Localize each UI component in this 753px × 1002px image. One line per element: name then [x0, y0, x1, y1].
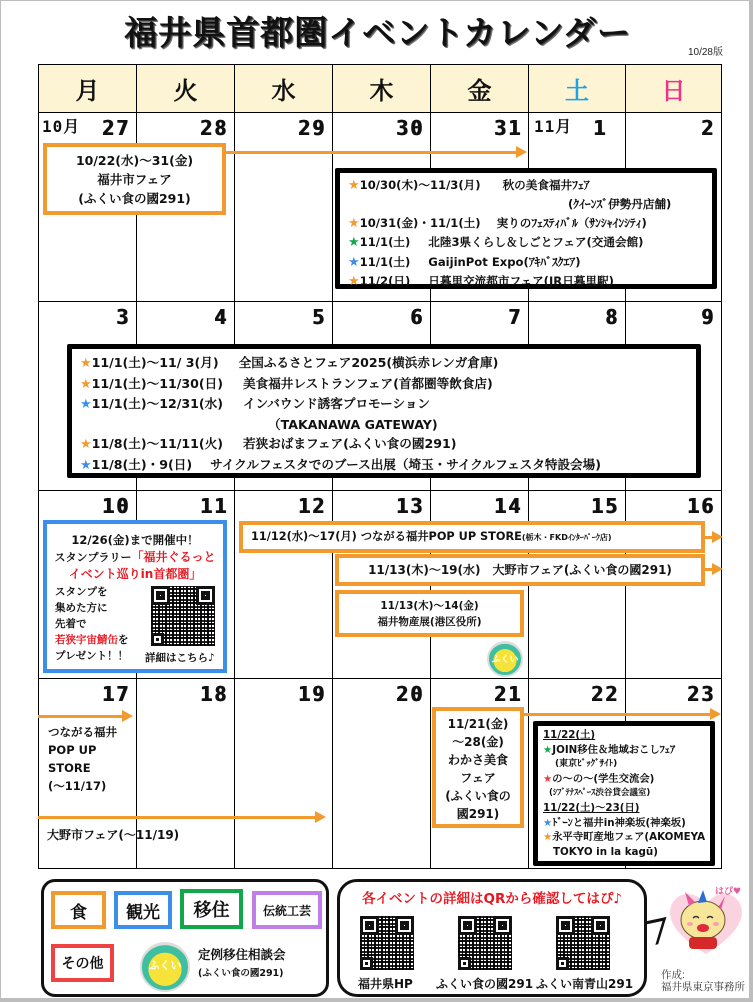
event-title: STORE	[48, 761, 91, 775]
event-item[interactable]	[348, 233, 712, 252]
event-item[interactable]	[348, 272, 712, 291]
event-venue: (東京ﾋﾞｯｸﾞｻｲﾄ)	[555, 759, 618, 770]
event-date: 11/21(金)	[447, 717, 509, 731]
day-number: 18	[199, 682, 228, 706]
day-cell[interactable]	[333, 679, 431, 868]
event-title: 福井物産展(港区役所)	[377, 616, 482, 628]
day-number: 11	[199, 494, 228, 518]
mascot-happi-icon	[663, 884, 749, 956]
weekday-label: 土	[565, 77, 589, 105]
event-date: 11/8(土)～11/11(火)	[91, 436, 223, 452]
day-number: 15	[590, 494, 619, 518]
event-venue: (ふくい食の	[445, 789, 511, 803]
event-item[interactable]	[80, 455, 696, 476]
star-orange-icon: ★	[80, 437, 92, 453]
event-bussanten[interactable]	[335, 590, 524, 637]
qr-code-fukui-hp[interactable]	[360, 916, 414, 970]
fukui-food-badge-icon	[487, 641, 523, 677]
weekday-label: 火	[173, 77, 198, 105]
page-title: 福井県首都圏イベントカレンダー	[124, 13, 631, 52]
weekday-label: 日	[661, 77, 686, 105]
event-popup-store-cont[interactable]	[48, 723, 117, 795]
event-date: 10/30(木)～11/3(月)	[359, 178, 481, 192]
consult-venue: (ふくい食の國291)	[198, 968, 284, 979]
stamp-rally-name: 「福井ぐるっと	[131, 550, 216, 564]
event-title: わかさ美食	[447, 753, 508, 767]
day-number: 2	[700, 116, 715, 140]
event-date: 11/1(土)～12/31(水)	[91, 396, 223, 412]
event-item[interactable]	[80, 374, 696, 395]
event-date-heading: 11/22(土)～23(日)	[543, 801, 640, 814]
event-venue: (ｸｲｰﾝｽﾞ伊勢丹店舗)	[568, 197, 672, 212]
day-number: 4	[213, 305, 228, 329]
qr-caption: 詳細はこちら♪	[145, 652, 215, 664]
month-label: 11月	[534, 117, 573, 136]
legend-label: 移住	[193, 900, 230, 921]
legend-label: 伝統工芸	[262, 903, 311, 918]
star-orange-icon: ★	[348, 178, 360, 193]
weekday-mon	[39, 65, 137, 113]
badge-text: ふくい	[148, 958, 182, 972]
day-number: 10	[101, 494, 130, 518]
stamp-rally-name-cont: イベント巡りin首都圏」	[68, 567, 202, 581]
qr-code-fukui-shoku[interactable]	[458, 916, 512, 970]
weekday-label: 月	[75, 77, 100, 105]
star-green-icon: ★	[543, 743, 553, 756]
event-title: 全国ふるさとフェア2025(横浜赤レンガ倉庫)	[238, 355, 499, 370]
event-popup-store[interactable]	[239, 521, 705, 553]
event-item[interactable]	[80, 434, 696, 455]
body-line: 先着で	[55, 618, 87, 630]
body-line: スタンプを	[55, 586, 108, 598]
day-number: 8	[604, 305, 619, 329]
event-item[interactable]	[348, 176, 712, 195]
event-list-week2[interactable]	[67, 344, 701, 478]
star-green-icon: ★	[348, 235, 360, 251]
day-number: 16	[686, 494, 715, 518]
event-date: 11/2(日)	[359, 274, 411, 289]
credit-org: 福井県東京事務所	[661, 981, 745, 993]
day-number: 21	[493, 682, 522, 706]
event-item-sub	[80, 415, 696, 435]
day-number: 17	[101, 682, 130, 706]
day-number: 20	[395, 682, 424, 706]
day-number: 29	[297, 116, 326, 140]
event-title: つながる福井	[48, 725, 117, 739]
day-number: 19	[297, 682, 326, 706]
mascot-speech: はぴ♥	[715, 887, 742, 897]
star-blue-icon: ★	[348, 254, 360, 270]
qr-label: 福井県HP	[358, 977, 413, 991]
event-date: 11/1(土)～11/ 3(月)	[91, 355, 219, 370]
star-blue-icon: ★	[80, 397, 92, 413]
day-number: 6	[409, 305, 424, 329]
day-number: 30	[395, 116, 424, 140]
legend-label: 食	[70, 902, 87, 923]
event-venue: (ｼﾌﾞﾃﾅｽﾍﾟｰｽ渋谷貸会議室)	[549, 788, 651, 799]
body-line: を	[118, 634, 129, 646]
event-stamp-rally[interactable]	[43, 520, 227, 673]
event-date: 11/13(木)～14(金)	[380, 600, 479, 612]
event-title: 実りのﾌｪｽﾃｨﾊﾞﾙ（ｻﾝｼｬｲﾝｼﾃｨ)	[496, 215, 647, 230]
star-orange-icon: ★	[543, 831, 553, 844]
qr-label: ふくい南青山291	[536, 977, 634, 991]
day-number: 3	[115, 305, 130, 329]
qr-code-minami-aoyama[interactable]	[556, 916, 610, 970]
legend-food	[51, 891, 106, 929]
event-item[interactable]	[543, 816, 710, 831]
event-title: サイクルフェスタでのブース出展（埼玉・サイクルフェスタ特設会場)	[210, 456, 601, 472]
prize-name: 若狭宇宙鯖缶	[55, 634, 118, 646]
event-date: 12/26(金)まで開催中！	[71, 533, 199, 547]
event-title: フェア	[460, 771, 496, 785]
legend-tourism	[114, 891, 172, 929]
event-title: 北陸3県くらし＆しごとフェア(交通会館)	[428, 235, 644, 250]
event-span-arrow	[38, 816, 316, 819]
weekday-sat	[529, 65, 626, 113]
day-cell[interactable]	[235, 679, 333, 868]
legend-label: その他	[61, 956, 104, 972]
event-date: 11/8(土)・9(日)	[91, 456, 193, 472]
event-title: JOIN移住＆地域おこしﾌｪｱ	[552, 743, 676, 756]
day-number: 13	[395, 494, 424, 518]
day-number: 23	[686, 682, 715, 706]
category-legend	[41, 879, 329, 997]
day-number: 12	[297, 494, 326, 518]
event-span-arrow	[38, 715, 123, 718]
weekday-thu	[333, 65, 431, 113]
event-title: 日暮里交流都市フェア(JR日暮里駅)	[428, 274, 614, 289]
weekday-label: 水	[271, 77, 296, 105]
event-date: ～28(金)	[452, 735, 504, 749]
day-number: 28	[199, 116, 228, 140]
stamp-rally-qr-code[interactable]	[151, 586, 215, 646]
star-blue-icon: ★	[543, 816, 553, 829]
event-item[interactable]	[80, 353, 696, 374]
day-number: 22	[590, 682, 619, 706]
qr-speech-bubble	[337, 879, 647, 997]
event-item[interactable]	[80, 394, 696, 415]
weekday-wed	[235, 65, 333, 113]
weekday-tue	[137, 65, 235, 113]
event-item-sub	[348, 195, 712, 213]
day-number: 27	[101, 116, 130, 140]
qr-label: ふくい食の國291	[436, 977, 534, 991]
event-item[interactable]	[348, 214, 712, 233]
event-title: 福井市フェア	[97, 172, 172, 187]
badge-text: ふくい	[491, 654, 519, 665]
event-item[interactable]	[543, 743, 710, 758]
event-item[interactable]	[543, 772, 710, 787]
credit-label: 作成:	[661, 969, 685, 981]
weekday-label: 木	[369, 77, 394, 105]
consult-title: 定例移住相談会	[198, 947, 286, 962]
legend-other	[51, 944, 114, 982]
event-title: 美食福井レストランフェア(首都圏等飲食店)	[243, 375, 493, 391]
event-venue: 國291)	[456, 807, 500, 821]
event-span-arrow	[223, 151, 517, 154]
event-title: の～の～(学生交流会)	[552, 772, 655, 785]
event-list-week1[interactable]	[335, 168, 717, 289]
event-item[interactable]	[543, 830, 710, 845]
day-number: 1	[592, 116, 607, 140]
legend-crafts	[252, 891, 322, 929]
stamp-rally-title	[47, 549, 223, 566]
day-number: 31	[493, 116, 522, 140]
event-item[interactable]	[348, 253, 712, 272]
event-title: 若狭おばまフェア(ふくい食の國291)	[243, 436, 457, 452]
event-venue: TOKYO in la kagū)	[553, 845, 658, 858]
star-blue-icon: ★	[80, 457, 92, 473]
edition-label: 10/28版	[687, 47, 723, 58]
body-line: 集めた方に	[55, 602, 108, 614]
event-title: 永平寺町産地フェア(AKOMEYA	[552, 831, 706, 844]
day-number: 14	[493, 494, 522, 518]
legend-label: 観光	[126, 902, 160, 923]
event-date: (～11/17)	[48, 779, 107, 793]
event-venue: (ふくい食の國291)	[78, 191, 191, 206]
event-venue: （TAKANAWA GATEWAY)	[268, 416, 438, 432]
event-list-week4[interactable]	[533, 721, 715, 866]
event-date: 11/1(土)	[359, 254, 411, 269]
event-title: ﾄﾞｰﾝと福井in神楽坂(神楽坂)	[552, 816, 686, 829]
legend-relocation	[180, 889, 243, 929]
event-fukui-city-fair[interactable]	[43, 143, 226, 215]
weekday-label: 金	[467, 77, 492, 105]
month-label: 10月	[42, 117, 81, 136]
day-number: 5	[311, 305, 326, 329]
event-title: GaijinPot Expo(ｱｷﾊﾞｽｸｴｱ)	[428, 254, 581, 269]
event-ono-fair[interactable]	[335, 554, 705, 586]
event-date-heading: 11/22(土)	[543, 729, 596, 741]
event-wakasa-fair[interactable]	[432, 707, 524, 828]
fukui-food-badge-icon	[140, 942, 190, 992]
star-red-icon: ★	[543, 772, 553, 785]
day-number: 7	[507, 305, 522, 329]
event-title: 秋の美食福井ﾌｪｱ	[502, 178, 590, 192]
qr-section-title: 各イベントの詳細はQRから確認してはぴ♪	[362, 891, 622, 907]
event-title: 11/12(水)～17(月) つながる福井POP UP STORE	[251, 530, 522, 543]
event-title: インバウンド誘客プロモーション	[243, 396, 431, 412]
star-orange-icon: ★	[348, 274, 360, 290]
stamp-rally-body	[55, 584, 129, 664]
weekday-sun	[626, 65, 721, 113]
event-date: 10/22(水)～31(金)	[75, 153, 194, 168]
star-orange-icon: ★	[348, 215, 360, 231]
event-ono-fair-cont[interactable]: 大野市フェア(～11/19)	[47, 828, 180, 842]
event-venue: (栃木・FKDｲﾝﾀｰﾊﾟｰｸ店)	[521, 533, 612, 542]
day-cell[interactable]	[235, 491, 333, 679]
weekday-fri	[431, 65, 529, 113]
day-cell[interactable]	[235, 113, 333, 302]
event-date: 11/1(土)	[359, 235, 411, 250]
stamp-rally-label: スタンプラリー	[54, 551, 132, 564]
event-title: POP UP	[48, 743, 97, 757]
event-date: 11/1(土)～11/30(日)	[91, 375, 223, 391]
star-orange-icon: ★	[80, 356, 92, 371]
day-number: 9	[700, 305, 715, 329]
body-line: プレゼント！！	[55, 650, 129, 662]
event-span-arrow	[521, 713, 711, 716]
event-date: 10/31(金)・11/1(土)	[359, 215, 481, 230]
star-orange-icon: ★	[80, 376, 92, 392]
event-title: 11/13(木)～19(水) 大野市フェア(ふくい食の國291)	[368, 563, 672, 577]
credit	[661, 969, 745, 993]
